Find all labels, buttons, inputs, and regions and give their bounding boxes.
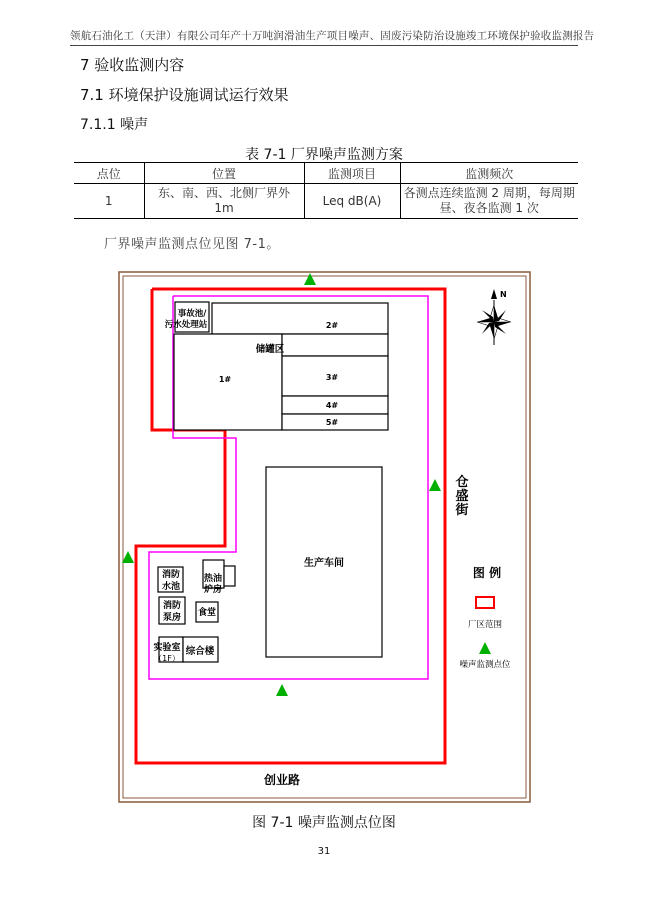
page-number: 31 xyxy=(317,846,331,857)
table-header-cell: 位置 xyxy=(144,163,304,184)
accident-pool-label-1: 事故池/ xyxy=(177,309,207,319)
table-cell-frequency: 各测点连续监测 2 周期，每周期昼、夜各监测 1 次 xyxy=(400,184,578,219)
monitoring-point-south xyxy=(276,684,288,696)
monitoring-point-east xyxy=(429,479,441,491)
table-cell-point: 1 xyxy=(74,184,144,219)
road-east-char-3: 街 xyxy=(455,503,469,518)
tank-area-label: 储罐区 xyxy=(255,344,285,355)
section-heading-7-1: 7.1 环境保护设施调试运行效果 xyxy=(80,86,289,104)
legend-title: 图 例 xyxy=(472,566,502,580)
pump-room-label-2: 泵房 xyxy=(162,613,182,623)
tank-2-label: 2# xyxy=(325,321,339,330)
monitoring-point-west xyxy=(122,551,134,563)
office-label: 综合楼 xyxy=(185,646,215,657)
legend-boundary-swatch xyxy=(476,597,494,608)
legend-boundary-label: 厂区范围 xyxy=(467,620,503,630)
lab-label-1: 实验室 xyxy=(153,643,181,653)
figure-caption: 图 7-1 噪声监测点位图 xyxy=(252,815,396,831)
boiler-annex-building xyxy=(224,566,235,586)
table-cell-location: 东、南、西、北侧厂界外 1m xyxy=(144,184,304,219)
section-heading-7: 7 验收监测内容 xyxy=(80,56,185,74)
table-header-cell: 点位 xyxy=(74,163,144,184)
accident-pool-label-2: 污水处理站 xyxy=(164,320,208,330)
running-header: 领航石油化工（天津）有限公司年产十万吨润滑油生产项目噪声、固废污染防治设施竣工环境保护验收监测报告 xyxy=(70,30,595,42)
legend-point-label: 噪声监测点位 xyxy=(459,660,511,670)
tank-3-label: 3# xyxy=(325,373,339,382)
legend-point-swatch xyxy=(479,642,491,654)
section-heading-7-1-1: 7.1.1 噪声 xyxy=(80,117,149,133)
table-header-cell: 监测项目 xyxy=(304,163,400,184)
table-header-cell: 监测频次 xyxy=(400,163,578,184)
road-east-char-2: 盛 xyxy=(455,489,469,504)
table-caption: 表 7-1 厂界噪声监测方案 xyxy=(245,147,403,163)
road-south-label: 创业路 xyxy=(263,773,301,787)
monitoring-point-north xyxy=(304,273,316,285)
boiler-room-label-1: 热油 xyxy=(203,574,223,584)
tank-2-building xyxy=(212,303,388,334)
lab-label-2: （1F） xyxy=(154,654,180,663)
figure-reference-paragraph: 厂界噪声监测点位见图 7-1。 xyxy=(104,237,280,252)
tank-5-label: 5# xyxy=(325,418,339,427)
tank-1-label: 1# xyxy=(218,375,232,384)
tank-4-label: 4# xyxy=(325,401,339,410)
table-cell-item: Leq dB(A) xyxy=(304,184,400,219)
boiler-room-label-2: 炉房 xyxy=(203,585,223,595)
workshop-label: 生产车间 xyxy=(304,558,344,569)
fire-pool-label-2: 水池 xyxy=(161,582,181,592)
road-east-char-1: 仓 xyxy=(455,475,469,490)
compass-north-label: N xyxy=(500,290,507,299)
canteen-label: 食堂 xyxy=(197,608,217,618)
tank-2-lower-building xyxy=(282,334,388,356)
pump-room-label-1: 消防 xyxy=(162,601,182,611)
fire-pool-label-1: 消防 xyxy=(161,570,181,580)
